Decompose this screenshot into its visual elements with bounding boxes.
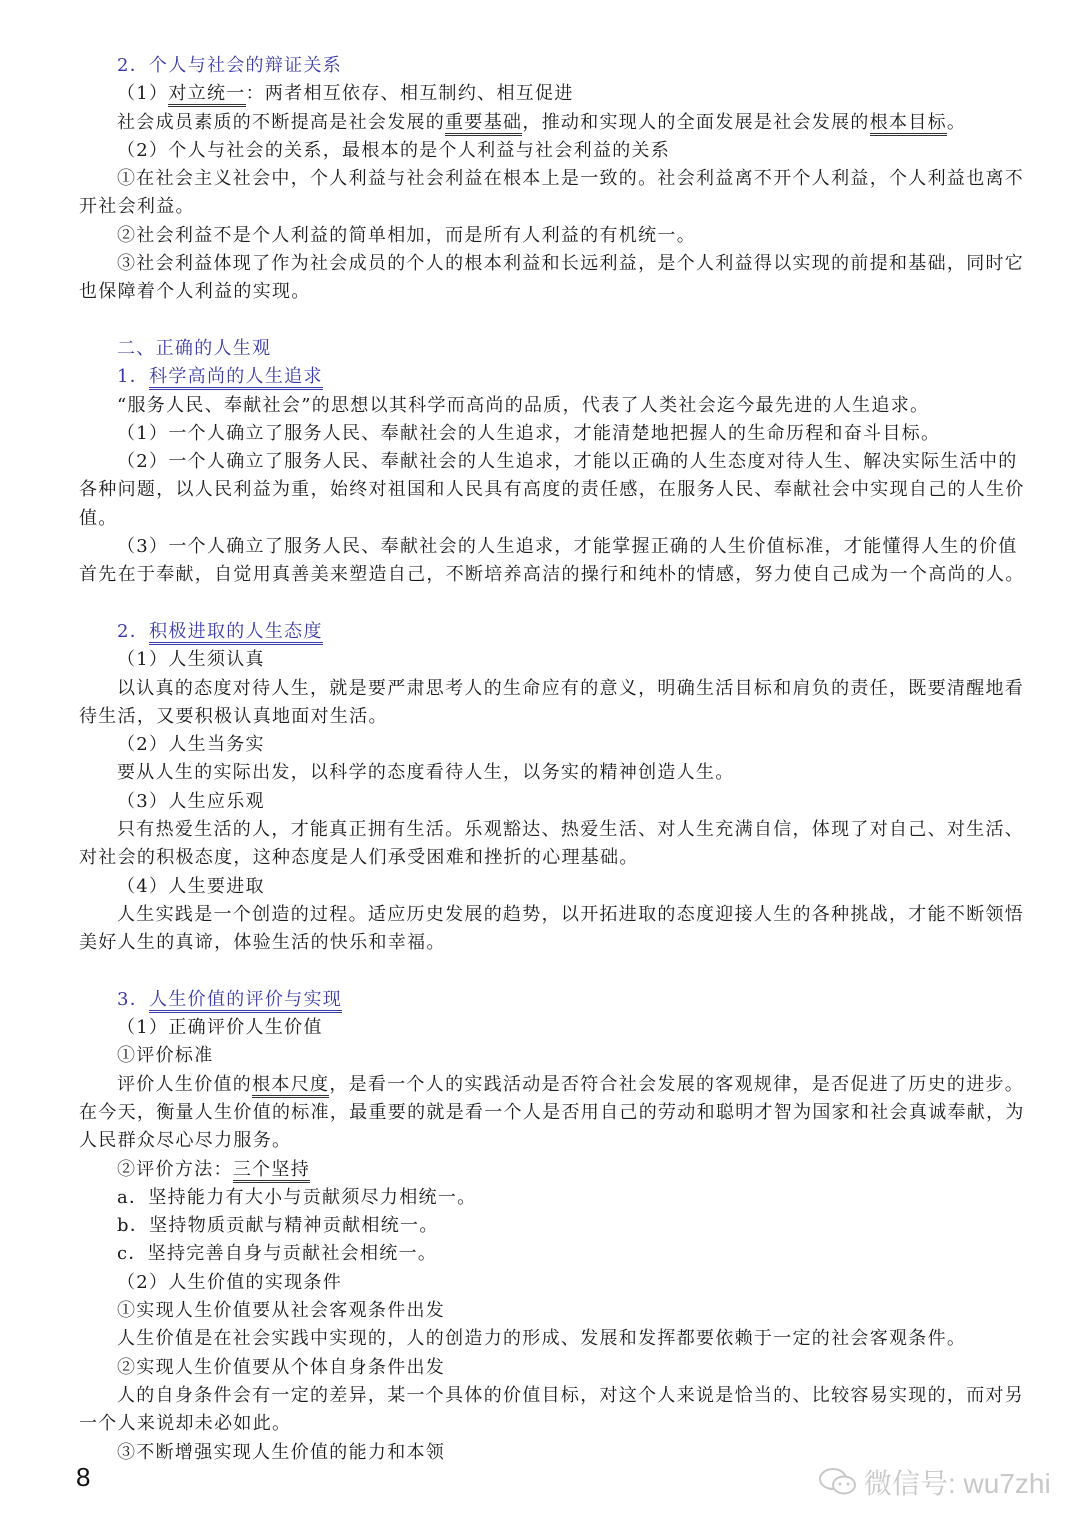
- text-segment: 人民群众尽心尽力服务。: [79, 1130, 292, 1152]
- text-line: [79, 533, 1019, 561]
- text-segment: ①实现人生价值要从社会客观条件出发: [117, 1300, 446, 1322]
- text-line: [79, 1212, 1019, 1240]
- text-line: [79, 222, 1019, 250]
- text-segment: 1．: [117, 366, 150, 388]
- document-body: [79, 52, 1025, 1467]
- text-line: [79, 476, 1025, 504]
- text-segment: ③社会利益体现了作为社会成员的个人的根本利益和长远利益，是个人利益得以实现的前提和基础，同时它: [117, 253, 1025, 275]
- underlined-key-term: 对立统一: [168, 84, 245, 107]
- blank-line: [79, 590, 1019, 618]
- text-line: [79, 505, 1019, 533]
- text-segment: （2）一个人确立了服务人民、奉献社会的人生追求，才能以正确的人生态度对待人生、解决实际生活中的: [117, 451, 1018, 473]
- text-line: [79, 165, 1025, 193]
- blank-line: [79, 307, 1019, 335]
- text-line: [79, 392, 1019, 420]
- text-line: [79, 1127, 1019, 1155]
- text-segment: b．坚持物质贡献与精神贡献相统一。: [117, 1215, 439, 1237]
- text-segment: 值。: [79, 507, 118, 529]
- section-heading: [79, 52, 1019, 80]
- text-segment: “服务人民、奉献社会”的思想以其科学而高尚的品质，代表了人类社会迄今最先进的人生追求。: [117, 394, 930, 416]
- text-line: [79, 1014, 1019, 1042]
- text-segment: ③不断增强实现人生价值的能力和本领: [117, 1441, 446, 1463]
- text-line: [79, 1156, 1019, 1184]
- text-segment: ①在社会主义社会中，个人利益与社会利益在根本上是一致的。社会利益离不开个人利益，个人利益也离不: [117, 168, 1025, 190]
- text-segment: ，是看一个人的实践活动是否符合社会发展的客观规律，是否促进了历史的进步。: [329, 1073, 1025, 1095]
- text-line: [79, 901, 1025, 929]
- text-segment: （1）一个人确立了服务人民、奉献社会的人生追求，才能清楚地把握人的生命历程和奋斗目标。: [117, 422, 941, 444]
- text-line: [79, 873, 1019, 901]
- text-segment: 人生价值是在社会实践中实现的，人的创造力的形成、发展和发挥都要依赖于一定的社会客观条件。: [117, 1328, 967, 1350]
- text-line: [79, 703, 1019, 731]
- text-segment: ②评价方法：: [117, 1158, 233, 1180]
- watermark-text: 微信号: wu7zhi: [864, 1468, 1051, 1499]
- text-line: [79, 1382, 1025, 1410]
- text-segment: ，推动和实现人的全面发展是社会发展的: [522, 111, 870, 133]
- text-segment: c．坚持完善自身与贡献社会相统一。: [117, 1243, 438, 1265]
- underlined-key-term: 根本尺度: [252, 1075, 329, 1098]
- text-segment: 3．: [117, 988, 150, 1010]
- blank-line: [79, 958, 1019, 986]
- text-segment: 各种问题，以人民利益为重，始终对祖国和人民具有高度的责任感，在服务人民、奉献社会中实现自己的人生价: [79, 479, 1025, 501]
- text-segment: （1）: [117, 83, 169, 105]
- text-segment: ：两者相互依存、相互制约、相互促进: [245, 83, 574, 105]
- text-line: [79, 731, 1019, 759]
- underlined-key-term: 科学高尚的人生追求: [149, 367, 323, 390]
- text-line: [79, 561, 1025, 589]
- text-line: [79, 250, 1025, 278]
- text-line: [79, 816, 1025, 844]
- text-segment: 人的自身条件会有一定的差异，某一个具体的价值目标，对这个人来说是恰当的、比较容易实现的，而对另: [117, 1384, 1025, 1406]
- text-segment: ②实现人生价值要从个体自身条件出发: [117, 1356, 446, 1378]
- text-line: [79, 929, 1019, 957]
- text-line: [79, 844, 1019, 872]
- text-line: [79, 1410, 1019, 1438]
- underlined-key-term: 积极进取的人生态度: [149, 622, 323, 645]
- text-line: [79, 675, 1025, 703]
- text-segment: 社会成员素质的不断提高是社会发展的: [117, 111, 446, 133]
- text-segment: 美好人生的真谛，体验生活的快乐和幸福。: [79, 932, 446, 954]
- section-heading: [79, 618, 1019, 646]
- text-line: [79, 193, 1019, 221]
- text-segment: 一个人来说却未必如此。: [79, 1413, 292, 1435]
- text-line: [79, 1042, 1019, 1070]
- text-segment: 首先在于奉献，自觉用真善美来塑造自己，不断培养高洁的操行和纯朴的情感，努力使自己成为一个高尚的人。: [79, 564, 1025, 586]
- text-line: [79, 1354, 1019, 1382]
- text-segment: 待生活，又要积极认真地面对生活。: [79, 705, 388, 727]
- text-segment: （2）人生当务实: [117, 734, 265, 756]
- text-segment: 评价人生价值的: [117, 1073, 253, 1095]
- text-line: [79, 448, 1019, 476]
- text-line: [79, 1297, 1019, 1325]
- text-line: [79, 1240, 1019, 1268]
- section-heading: [79, 986, 1019, 1014]
- text-segment: 。: [946, 111, 967, 133]
- underlined-key-term: 三个坚持: [233, 1160, 310, 1183]
- text-segment: （2）人生价值的实现条件: [117, 1271, 343, 1293]
- text-segment: 要从人生的实际出发，以科学的态度看待人生，以务实的精神创造人生。: [117, 762, 735, 784]
- text-line: [79, 1184, 1019, 1212]
- text-line: [79, 1071, 1025, 1099]
- text-segment: 对社会的积极态度，这种态度是人们承受困难和挫折的心理基础。: [79, 847, 639, 869]
- text-segment: 2．个人与社会的辩证关系: [117, 55, 343, 76]
- text-line: [79, 788, 1019, 816]
- text-segment: 人生实践是一个创造的过程。适应历史发展的趋势，以开拓进取的态度迎接人生的各种挑战，才能不断领悟: [117, 903, 1025, 925]
- underlined-key-term: 人生价值的评价与实现: [149, 990, 342, 1013]
- text-segment: 以认真的态度对待人生，就是要严肃思考人的生命应有的意义，明确生活目标和肩负的责任，既要清醒地看: [117, 677, 1025, 699]
- text-line: [79, 278, 1019, 306]
- text-segment: ②社会利益不是个人利益的简单相加，而是所有人利益的有机统一。: [117, 224, 696, 246]
- text-line: [79, 137, 1019, 165]
- text-line: [79, 1269, 1019, 1297]
- text-line: [79, 1325, 1019, 1353]
- text-line: [79, 759, 1019, 787]
- text-segment: （1）正确评价人生价值: [117, 1017, 323, 1039]
- text-segment: 2．: [117, 620, 150, 642]
- text-line: [79, 420, 1019, 448]
- page-number: 8: [76, 1462, 91, 1492]
- section-heading: [79, 335, 1019, 363]
- text-line: [79, 1099, 1025, 1127]
- text-line: [79, 646, 1019, 674]
- wechat-icon: [818, 1466, 858, 1498]
- text-line: [79, 109, 1019, 137]
- underlined-key-term: 重要基础: [445, 113, 522, 136]
- text-segment: （3）一个人确立了服务人民、奉献社会的人生追求，才能掌握正确的人生价值标准，才能懂得人生的价值: [117, 536, 1018, 558]
- underlined-key-term: 根本目标: [870, 113, 947, 136]
- text-segment: 只有热爱生活的人，才能真正拥有生活。乐观豁达、热爱生活、对人生充满自信，体现了对自己、对生活、: [117, 819, 1025, 841]
- text-segment: （1）人生须认真: [117, 649, 265, 671]
- text-segment: a．坚持能力有大小与贡献须尽力相统一。: [117, 1186, 477, 1208]
- text-segment: （3）人生应乐观: [117, 790, 265, 812]
- text-segment: 开社会利益。: [79, 196, 195, 218]
- text-segment: 也保障着个人利益的实现。: [79, 281, 311, 303]
- text-segment: ①评价标准: [117, 1045, 214, 1067]
- text-segment: （4）人生要进取: [117, 875, 265, 897]
- text-segment: 在今天，衡量人生价值的标准，最重要的就是看一个人是否用自己的劳动和聪明才智为国家和社会真诚奉献，为: [79, 1101, 1025, 1123]
- text-segment: （2）个人与社会的关系，最根本的是个人利益与社会利益的关系: [117, 139, 671, 161]
- watermark: [818, 1462, 1051, 1502]
- text-segment: 二、正确的人生观: [117, 337, 272, 359]
- text-line: [79, 80, 1019, 108]
- section-heading: [79, 363, 1019, 391]
